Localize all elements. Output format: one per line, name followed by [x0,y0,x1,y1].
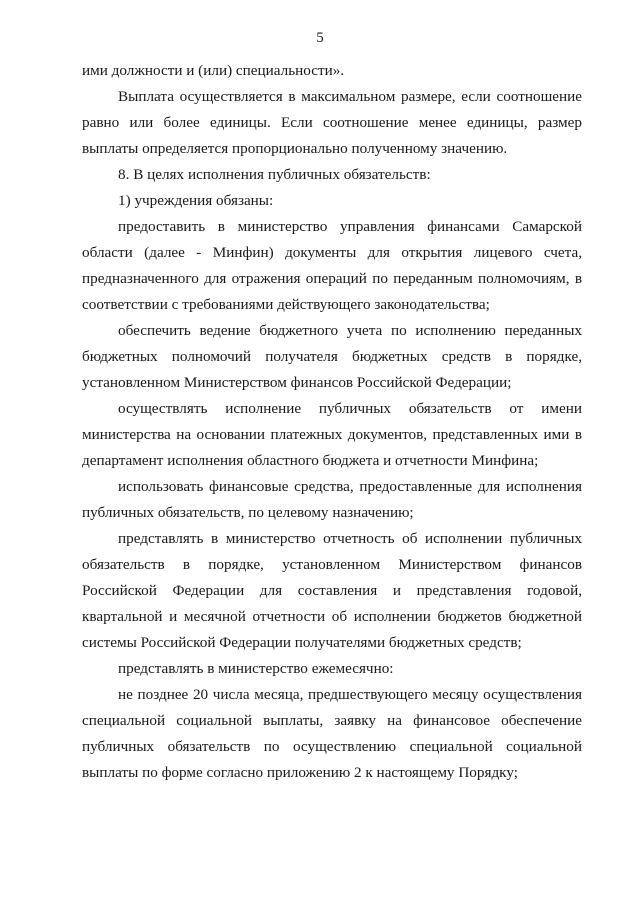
paragraph-account-opening: предоставить в министерство управления финансами Самарской области (далее - Минфин) документы для открытия лицевого счета, предназначенного для отражения операций по переданным полномочиям, в соответствии с требованиями действующего законодательства; [82,218,582,313]
paragraph-funds-usage: использовать финансовые средства, предоставленные для исполнения публичных обязательств, по целевому назначению; [82,478,582,521]
paragraph-payment-rule: Выплата осуществляется в максимальном размере, если соотношение равно или более единицы. Если соотношение менее единицы, размер выплаты определяется пропорционально полученному значению. [82,88,582,157]
page-number: 5 [316,30,324,46]
paragraph-continuation: ими должности и (или) специальности». [82,62,345,79]
paragraph-execution: осуществлять исполнение публичных обязательств от имени министерства на основании платежных документов, представленных ими в департамент исполнения областного бюджета и отчетности Минфина; [82,400,582,469]
paragraph-budget-accounting: обеспечить ведение бюджетного учета по исполнению переданных бюджетных полномочий получателя бюджетных средств в порядке, установленном Министерством финансов Российской Федерации; [82,322,582,391]
paragraph-item-1: 1) учреждения обязаны: [118,192,274,209]
document-body [82,58,582,786]
paragraph-application: не позднее 20 числа месяца, предшествующего месяцу осуществления специальной социальной выплаты, заявку на финансовое обеспечение публичных обязательств по осуществлению специальной социальной выплаты по форме согласно приложению 2 к настоящему Порядку; [82,686,582,781]
paragraph-section-8: 8. В целях исполнения публичных обязательств: [118,166,431,183]
paragraph-monthly: представлять в министерство ежемесячно: [118,660,394,677]
paragraph-reporting: представлять в министерство отчетность об исполнении публичных обязательств в порядке, установленном Министерством финансов Российской Федерации для составления и представления годовой, квартальной и месячной отчетности об исполнении бюджетов бюджетной системы Российской Федерации получателями бюджетных средств; [82,530,582,651]
